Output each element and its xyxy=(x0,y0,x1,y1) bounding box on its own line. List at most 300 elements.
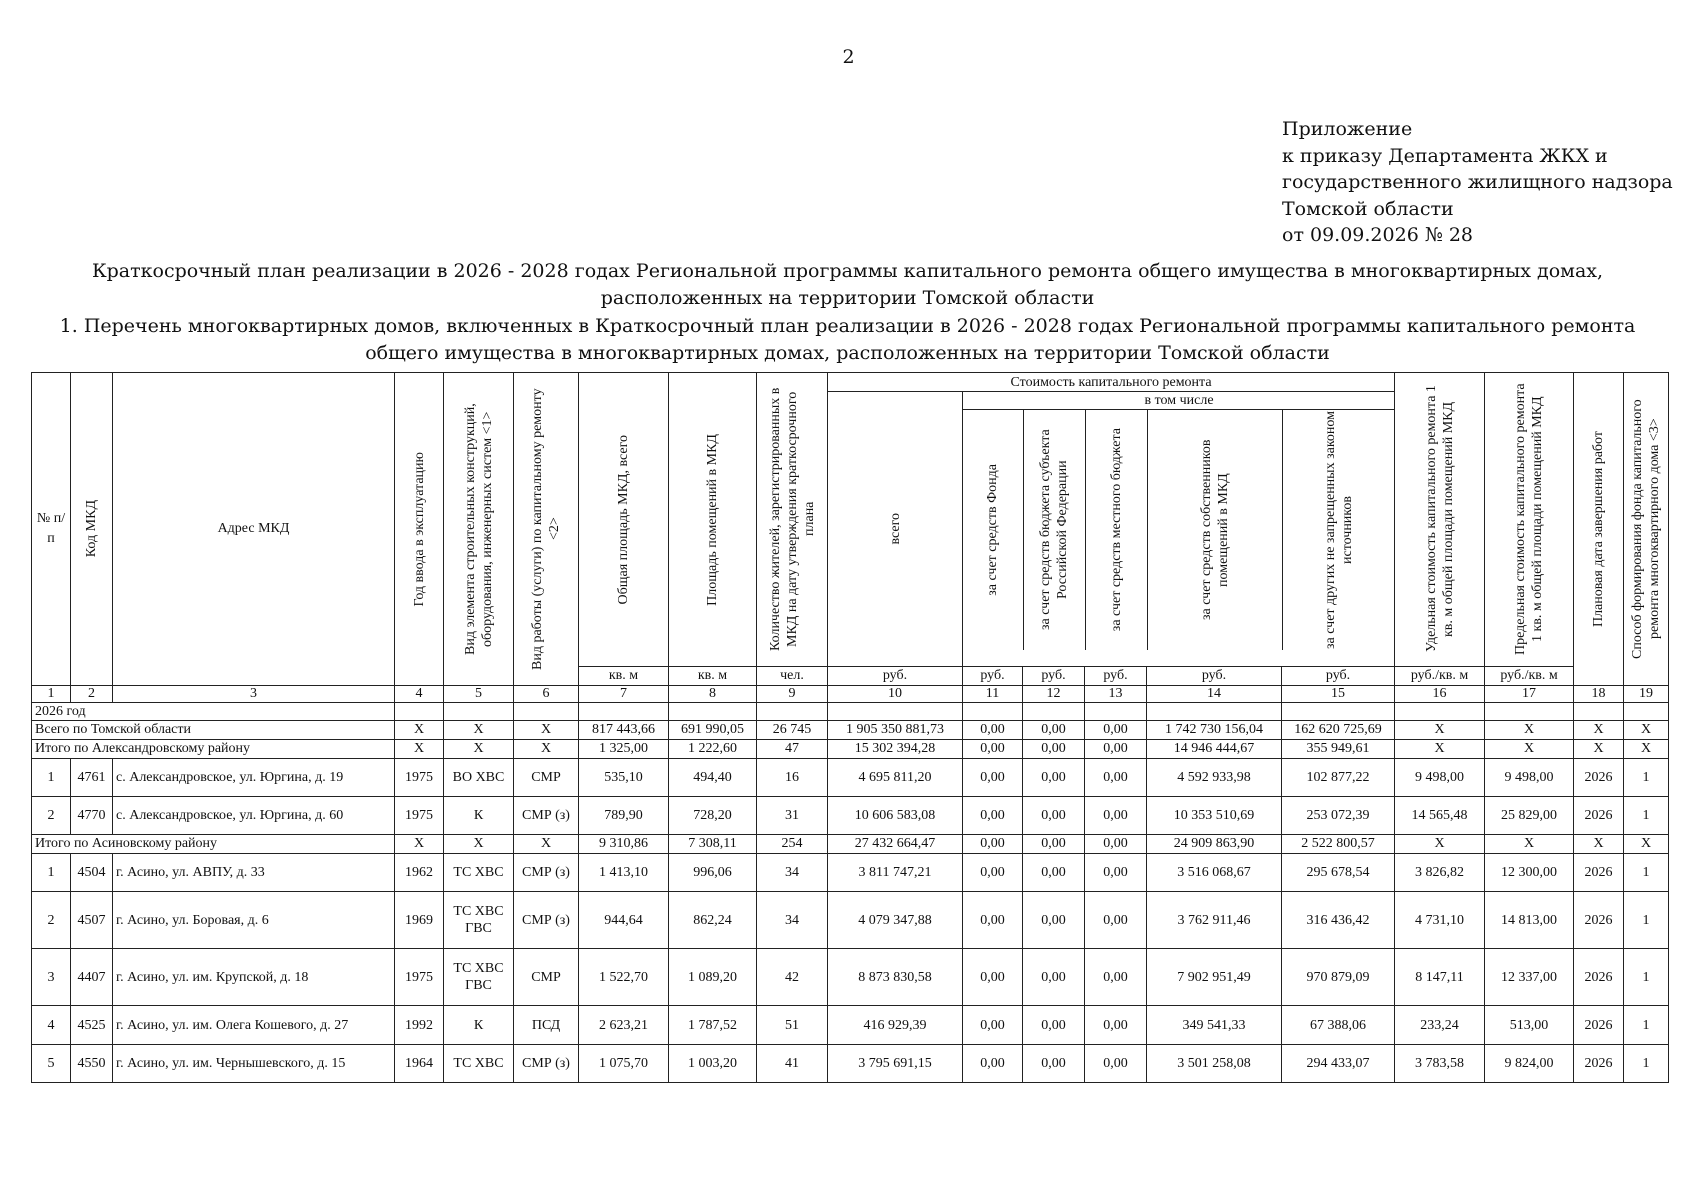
total-cell: 7 308,11 xyxy=(669,835,757,854)
header-end-date xyxy=(1574,373,1624,686)
empty-cell xyxy=(757,703,828,721)
table-cell: 3 826,82 xyxy=(1395,854,1485,892)
unit-cell: руб. xyxy=(1282,666,1395,685)
table-cell: 9 824,00 xyxy=(1485,1045,1574,1083)
total-cell: 0,00 xyxy=(1023,721,1085,740)
header-year-label: Год ввода в эксплуатацию xyxy=(411,451,427,607)
column-number: 6 xyxy=(514,686,579,703)
total-cell: X xyxy=(1574,721,1624,740)
commission-year: 1962 xyxy=(395,854,444,892)
table-cell: 3 501 258,08 xyxy=(1147,1045,1282,1083)
appendix-line: к приказу Департамента ЖКХ и xyxy=(1282,144,1608,167)
table-cell: 0,00 xyxy=(1085,949,1147,1006)
header-max-cost xyxy=(1485,373,1574,667)
table-cell: 10 606 583,08 xyxy=(828,797,963,835)
repair-work: СМР (з) xyxy=(514,797,579,835)
repair-element: ТС ХВС ГВС xyxy=(444,892,514,949)
unit-cell: руб. xyxy=(1023,666,1085,685)
table-cell: 10 353 510,69 xyxy=(1147,797,1282,835)
table-cell: 2026 xyxy=(1574,759,1624,797)
table-cell: 3 762 911,46 xyxy=(1147,892,1282,949)
total-cell: 0,00 xyxy=(1085,740,1147,759)
total-label: Итого по Асиновскому району xyxy=(32,835,395,854)
empty-cell xyxy=(1085,703,1147,721)
total-label: Всего по Томской области xyxy=(32,721,395,740)
header-address-label: Адрес МКД xyxy=(217,521,290,536)
commission-year: 1964 xyxy=(395,1045,444,1083)
header-year xyxy=(395,373,444,686)
table-cell: 0,00 xyxy=(1023,854,1085,892)
table-cell: 2 623,21 xyxy=(579,1006,669,1045)
total-cell: X xyxy=(1574,835,1624,854)
repair-element: К xyxy=(444,797,514,835)
table-cell: 233,24 xyxy=(1395,1006,1485,1045)
commission-year: 1975 xyxy=(395,797,444,835)
asinovsky-rows xyxy=(32,854,1669,1083)
table-row xyxy=(32,797,1669,835)
total-cell: 27 432 664,47 xyxy=(828,835,963,854)
header-number xyxy=(32,373,71,686)
document-title: Краткосрочный план реализации в 2026 - 2028 годах Региональной программы капитального ремонта общего имущества в многоквартирных домах, расположенных на территории Томской области xyxy=(91,260,1604,309)
total-cell: 1 742 730 156,04 xyxy=(1147,721,1282,740)
house-code: 4504 xyxy=(71,854,113,892)
total-cell: 0,00 xyxy=(963,721,1023,740)
table-cell: 9 498,00 xyxy=(1485,759,1574,797)
house-address: г. Асино, ул. АВПУ, д. 33 xyxy=(113,854,395,892)
table-cell: 349 541,33 xyxy=(1147,1006,1282,1045)
header-incl-subtable xyxy=(963,392,1395,650)
column-number: 9 xyxy=(757,686,828,703)
header-owners xyxy=(1147,410,1282,651)
header-premises-area-label: Площадь помещений в МКД xyxy=(705,433,720,606)
header-max-cost-label: Предельная стоимость капитального ремонта 1 кв. м общей площади помещений МКД xyxy=(1513,383,1546,656)
table-cell: 0,00 xyxy=(1023,949,1085,1006)
appendix-line: государственного жилищного надзора xyxy=(1282,171,1673,193)
empty-cell xyxy=(963,703,1023,721)
empty-cell xyxy=(669,703,757,721)
table-cell: 535,10 xyxy=(579,759,669,797)
house-code: 4770 xyxy=(71,797,113,835)
column-number: 10 xyxy=(828,686,963,703)
table-cell: 513,00 xyxy=(1485,1006,1574,1045)
repair-work: СМР xyxy=(514,949,579,1006)
house-address: г. Асино, ул. им. Крупской, д. 18 xyxy=(113,949,395,1006)
table-cell: 1 xyxy=(1624,797,1669,835)
header-incl-group xyxy=(963,392,1395,667)
empty-cell xyxy=(579,703,669,721)
section-title: 1. Перечень многоквартирных домов, включенных в Краткосрочный план реализации в 2026 - 2028 годах Региональной программы капитального ремонта общего имущества в многоквартирных домах, расположенных на территории Томской области xyxy=(59,315,1636,364)
table-cell: 1 089,20 xyxy=(669,949,757,1006)
house-code: 4525 xyxy=(71,1006,113,1045)
table-row xyxy=(32,759,1669,797)
table-cell: 0,00 xyxy=(1085,1006,1147,1045)
appendix-line: Приложение xyxy=(1282,118,1413,140)
table-cell: 14 565,48 xyxy=(1395,797,1485,835)
table-cell: 0,00 xyxy=(963,797,1023,835)
table-cell: 2026 xyxy=(1574,949,1624,1006)
house-code: 4761 xyxy=(71,759,113,797)
total-row xyxy=(32,740,1669,759)
column-number: 7 xyxy=(579,686,669,703)
table-row xyxy=(32,892,1669,949)
total-cell: X xyxy=(395,835,444,854)
repair-work: ПСД xyxy=(514,1006,579,1045)
total-cell: 9 310,86 xyxy=(579,835,669,854)
table-cell: 0,00 xyxy=(1023,892,1085,949)
table-cell: 102 877,22 xyxy=(1282,759,1395,797)
house-address: с. Александровское, ул. Юргина, д. 60 xyxy=(113,797,395,835)
table-cell: 1 075,70 xyxy=(579,1045,669,1083)
house-address: с. Александровское, ул. Юргина, д. 19 xyxy=(113,759,395,797)
row-number: 5 xyxy=(32,1045,71,1083)
header-other-sources-label: за счет других не запрещенных законом источников xyxy=(1322,411,1355,650)
header-owners-label: за счет средств собственников помещений в МКД xyxy=(1198,439,1231,621)
column-number: 13 xyxy=(1085,686,1147,703)
repair-work: СМР xyxy=(514,759,579,797)
table-cell: 12 300,00 xyxy=(1485,854,1574,892)
unit-cell: чел. xyxy=(757,666,828,685)
unit-cell: руб. xyxy=(1085,666,1147,685)
table-row xyxy=(32,1006,1669,1045)
header-regional-budget xyxy=(1023,410,1085,651)
table-cell: 862,24 xyxy=(669,892,757,949)
table-cell: 295 678,54 xyxy=(1282,854,1395,892)
empty-cell xyxy=(1395,703,1485,721)
empty-cell xyxy=(1147,703,1282,721)
repair-element: ТС ХВС xyxy=(444,854,514,892)
total-cell: 14 946 444,67 xyxy=(1147,740,1282,759)
table-cell: 0,00 xyxy=(1023,1006,1085,1045)
unit-cell: руб. xyxy=(1147,666,1282,685)
house-code: 4507 xyxy=(71,892,113,949)
header-code xyxy=(71,373,113,686)
total-cell: 254 xyxy=(757,835,828,854)
total-cell: 0,00 xyxy=(1023,835,1085,854)
table-cell: 0,00 xyxy=(1023,759,1085,797)
table-cell: 0,00 xyxy=(963,759,1023,797)
total-cell: 162 620 725,69 xyxy=(1282,721,1395,740)
header-work-label: Вид работы (услуги) по капитальному ремонту <2> xyxy=(530,388,562,670)
row-number: 1 xyxy=(32,759,71,797)
repair-element: ТС ХВС xyxy=(444,1045,514,1083)
total-cell: 1 222,60 xyxy=(669,740,757,759)
empty-cell xyxy=(1023,703,1085,721)
header-work xyxy=(514,373,579,686)
table-cell: 0,00 xyxy=(1085,1045,1147,1083)
total-cell: 817 443,66 xyxy=(579,721,669,740)
table-cell: 1 xyxy=(1624,854,1669,892)
column-number: 3 xyxy=(113,686,395,703)
table-cell: 14 813,00 xyxy=(1485,892,1574,949)
header-residents xyxy=(757,373,828,667)
header-fund-method xyxy=(1624,373,1669,686)
table-cell: 789,90 xyxy=(579,797,669,835)
unit-cell: кв. м xyxy=(669,666,757,685)
total-cell: X xyxy=(514,721,579,740)
total-cell: 26 745 xyxy=(757,721,828,740)
house-address: г. Асино, ул. Боровая, д. 6 xyxy=(113,892,395,949)
total-cell: X xyxy=(444,835,514,854)
header-element-label: Вид элемента строительных конструкций, оборудования, инженерных систем <1> xyxy=(462,403,495,655)
table-cell: 31 xyxy=(757,797,828,835)
header-fund-label: за счет средств Фонда xyxy=(985,464,1001,596)
table-cell: 1 413,10 xyxy=(579,854,669,892)
commission-year: 1969 xyxy=(395,892,444,949)
table-cell: 0,00 xyxy=(963,854,1023,892)
header-cost-total xyxy=(828,392,963,667)
commission-year: 1975 xyxy=(395,949,444,1006)
total-cell: X xyxy=(1395,835,1485,854)
header-regional-budget-label: за счет средств бюджета субъекта Российской Федерации xyxy=(1038,429,1070,631)
table-cell: 0,00 xyxy=(1085,759,1147,797)
row-number: 2 xyxy=(32,892,71,949)
table-cell: 34 xyxy=(757,892,828,949)
appendix-block xyxy=(1282,116,1682,249)
row-number: 4 xyxy=(32,1006,71,1045)
row-number: 3 xyxy=(32,949,71,1006)
header-local-budget-label: за счет средств местного бюджета xyxy=(1108,428,1124,632)
repair-element: ТС ХВС ГВС xyxy=(444,949,514,1006)
table-cell: 1 xyxy=(1624,759,1669,797)
header-premises-area xyxy=(669,373,757,667)
header-number-label: № п/п xyxy=(36,511,66,546)
header-cost-group: Стоимость капитального ремонта xyxy=(828,373,1395,392)
table-cell: 4 731,10 xyxy=(1395,892,1485,949)
total-cell: X xyxy=(1485,835,1574,854)
total-cell: X xyxy=(395,721,444,740)
total-cell: 0,00 xyxy=(1085,721,1147,740)
appendix-line: от 09.09.2026 № 28 xyxy=(1282,224,1474,246)
total-cell: X xyxy=(395,740,444,759)
header-total-area xyxy=(579,373,669,667)
table-cell: 1 xyxy=(1624,1006,1669,1045)
total-cell: 0,00 xyxy=(963,740,1023,759)
header-unit-cost-label: Удельная стоимость капитального ремонта 1 кв. м общей площади помещений МКД xyxy=(1423,385,1456,653)
table-cell: 41 xyxy=(757,1045,828,1083)
appendix-line: Томской области xyxy=(1282,197,1454,220)
table-cell: 944,64 xyxy=(579,892,669,949)
total-cell: 2 522 800,57 xyxy=(1282,835,1395,854)
total-cell: 691 990,05 xyxy=(669,721,757,740)
commission-year: 1975 xyxy=(395,759,444,797)
totals-region xyxy=(32,721,1669,740)
table-cell: 253 072,39 xyxy=(1282,797,1395,835)
table-cell: 12 337,00 xyxy=(1485,949,1574,1006)
commission-year: 1992 xyxy=(395,1006,444,1045)
table-cell: 1 xyxy=(1624,1045,1669,1083)
table-cell: 970 879,09 xyxy=(1282,949,1395,1006)
table-cell: 1 xyxy=(1624,892,1669,949)
total-cell: X xyxy=(1624,740,1669,759)
total-cell: 15 302 394,28 xyxy=(828,740,963,759)
column-number: 18 xyxy=(1574,686,1624,703)
empty-cell xyxy=(395,703,444,721)
repair-work: СМР (з) xyxy=(514,854,579,892)
empty-cell xyxy=(444,703,514,721)
table-cell: 1 522,70 xyxy=(579,949,669,1006)
total-cell: X xyxy=(444,740,514,759)
table-cell: 16 xyxy=(757,759,828,797)
column-number: 11 xyxy=(963,686,1023,703)
total-label: Итого по Александровскому району xyxy=(32,740,395,759)
table-row xyxy=(32,854,1669,892)
table-cell: 3 811 747,21 xyxy=(828,854,963,892)
column-number-row xyxy=(32,686,1669,703)
unit-cell: руб. xyxy=(963,666,1023,685)
header-address xyxy=(113,373,395,686)
empty-cell xyxy=(1574,703,1624,721)
column-number: 14 xyxy=(1147,686,1282,703)
table-cell: 4 695 811,20 xyxy=(828,759,963,797)
table-cell: 42 xyxy=(757,949,828,1006)
table-cell: 0,00 xyxy=(1023,797,1085,835)
page-number: 2 xyxy=(842,46,855,68)
table-cell: 1 xyxy=(1624,949,1669,1006)
total-cell: X xyxy=(444,721,514,740)
year-label: 2026 год xyxy=(32,703,395,721)
total-cell: X xyxy=(1485,740,1574,759)
table-cell: 2026 xyxy=(1574,1045,1624,1083)
total-cell: X xyxy=(1574,740,1624,759)
table-cell: 3 783,58 xyxy=(1395,1045,1485,1083)
table-cell: 8 873 830,58 xyxy=(828,949,963,1006)
total-cell: X xyxy=(1485,721,1574,740)
table-cell: 4 079 347,88 xyxy=(828,892,963,949)
house-address: г. Асино, ул. им. Олега Кошевого, д. 27 xyxy=(113,1006,395,1045)
table-cell: 0,00 xyxy=(1023,1045,1085,1083)
column-number: 12 xyxy=(1023,686,1085,703)
unit-cell: руб./кв. м xyxy=(1395,666,1485,685)
table-cell: 0,00 xyxy=(963,1006,1023,1045)
column-number: 1 xyxy=(32,686,71,703)
total-row xyxy=(32,835,1669,854)
house-address: г. Асино, ул. им. Чернышевского, д. 15 xyxy=(113,1045,395,1083)
header-cost-total-label: всего xyxy=(887,513,903,545)
total-cell: 0,00 xyxy=(963,835,1023,854)
column-number: 5 xyxy=(444,686,514,703)
table-cell: 1 003,20 xyxy=(669,1045,757,1083)
table-row xyxy=(32,949,1669,1006)
empty-cell xyxy=(828,703,963,721)
total-cell: X xyxy=(514,835,579,854)
table-cell: 0,00 xyxy=(963,949,1023,1006)
table-cell: 3 795 691,15 xyxy=(828,1045,963,1083)
total-cell: 0,00 xyxy=(1023,740,1085,759)
table-cell: 0,00 xyxy=(963,1045,1023,1083)
house-code: 4550 xyxy=(71,1045,113,1083)
total-cell: X xyxy=(1395,721,1485,740)
aleksandrovsky-rows xyxy=(32,759,1669,835)
header-end-date-label: Плановая дата завершения работ xyxy=(1591,430,1607,628)
table-cell: 0,00 xyxy=(1085,797,1147,835)
header-fund-method-label: Способ формирования фонда капитального ремонта многоквартирного дома <3> xyxy=(1630,399,1663,659)
header-total-area-label: Общая площадь МКД, всего xyxy=(616,434,631,605)
totals-asinovsky xyxy=(32,835,1669,854)
table-cell: 416 929,39 xyxy=(828,1006,963,1045)
table-cell: 996,06 xyxy=(669,854,757,892)
table-cell: 2026 xyxy=(1574,892,1624,949)
total-cell: 24 909 863,90 xyxy=(1147,835,1282,854)
empty-cell xyxy=(514,703,579,721)
table-cell: 294 433,07 xyxy=(1282,1045,1395,1083)
table-cell: 2026 xyxy=(1574,1006,1624,1045)
year-row xyxy=(32,703,1669,721)
total-cell: 1 325,00 xyxy=(579,740,669,759)
column-number: 19 xyxy=(1624,686,1669,703)
table-row xyxy=(32,1045,1669,1083)
total-cell: X xyxy=(1395,740,1485,759)
empty-cell xyxy=(1282,703,1395,721)
header-code-label: Код МКД xyxy=(84,500,99,558)
house-code: 4407 xyxy=(71,949,113,1006)
table-cell: 8 147,11 xyxy=(1395,949,1485,1006)
header-incl-label: в том числе xyxy=(963,392,1395,410)
header-residents-label: Количество жителей, зарегистрированных в МКД на дату утверждения краткосрочного плана xyxy=(767,387,817,652)
total-cell: 0,00 xyxy=(1085,835,1147,854)
repair-work: СМР (з) xyxy=(514,892,579,949)
empty-cell xyxy=(1485,703,1574,721)
row-number: 2 xyxy=(32,797,71,835)
unit-cell: руб./кв. м xyxy=(1485,666,1574,685)
column-number: 8 xyxy=(669,686,757,703)
unit-cell: руб. xyxy=(828,666,963,685)
column-number: 4 xyxy=(395,686,444,703)
repair-element: ВО ХВС xyxy=(444,759,514,797)
table-cell: 728,20 xyxy=(669,797,757,835)
table-cell: 34 xyxy=(757,854,828,892)
total-row xyxy=(32,721,1669,740)
column-number: 16 xyxy=(1395,686,1485,703)
totals-aleksandrovsky xyxy=(32,740,1669,759)
table-cell: 2026 xyxy=(1574,854,1624,892)
repair-plan-table xyxy=(31,372,1669,1083)
table-cell: 0,00 xyxy=(1085,854,1147,892)
total-cell: 1 905 350 881,73 xyxy=(828,721,963,740)
empty-cell xyxy=(1624,703,1669,721)
total-cell: 355 949,61 xyxy=(1282,740,1395,759)
table-cell: 2026 xyxy=(1574,797,1624,835)
column-number: 17 xyxy=(1485,686,1574,703)
table-cell: 67 388,06 xyxy=(1282,1006,1395,1045)
row-number: 1 xyxy=(32,854,71,892)
table-cell: 51 xyxy=(757,1006,828,1045)
header-local-budget xyxy=(1085,410,1147,651)
repair-element: К xyxy=(444,1006,514,1045)
table-cell: 0,00 xyxy=(963,892,1023,949)
table-cell: 4 592 933,98 xyxy=(1147,759,1282,797)
table-cell: 0,00 xyxy=(1085,892,1147,949)
header-element xyxy=(444,373,514,686)
table-cell: 25 829,00 xyxy=(1485,797,1574,835)
total-cell: X xyxy=(1624,835,1669,854)
table-cell: 7 902 951,49 xyxy=(1147,949,1282,1006)
total-cell: X xyxy=(514,740,579,759)
table-cell: 9 498,00 xyxy=(1395,759,1485,797)
table-cell: 494,40 xyxy=(669,759,757,797)
table-cell: 3 516 068,67 xyxy=(1147,854,1282,892)
header-other-sources xyxy=(1282,410,1395,651)
repair-work: СМР (з) xyxy=(514,1045,579,1083)
total-cell: 47 xyxy=(757,740,828,759)
column-number: 15 xyxy=(1282,686,1395,703)
table-cell: 316 436,42 xyxy=(1282,892,1395,949)
table-cell: 1 787,52 xyxy=(669,1006,757,1045)
unit-cell: кв. м xyxy=(579,666,669,685)
total-cell: X xyxy=(1624,721,1669,740)
header-fund xyxy=(963,410,1023,651)
header-unit-cost xyxy=(1395,373,1485,667)
column-number: 2 xyxy=(71,686,113,703)
